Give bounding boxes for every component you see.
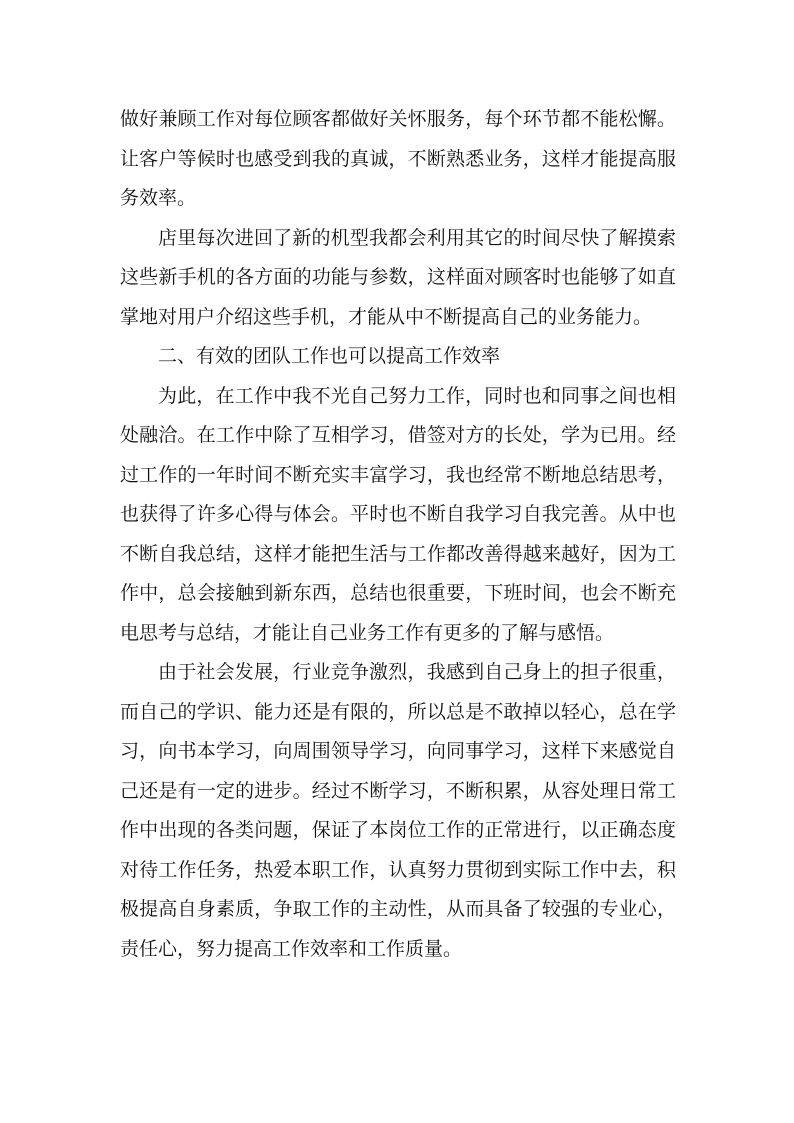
paragraph-new-models: 店里每次进回了新的机型我都会利用其它的时间尽快了解摸索这些新手机的各方面的功能与参数，这样面对顾客时也能够了如直掌地对用户介绍这些手机，才能从中不断提高自己的业务能力。 (120, 226, 676, 328)
paragraph-teamwork: 为此，在工作中我不光自己努力工作，同时也和同事之间也相处融洽。在工作中除了互相学习，借签对方的长处，学为已用。经过工作的一年时间不断充实丰富学习，我也经常不断地总结思考，也获得了许多心得与体会。平时也不断自我学习自我完善。从中也不断自我总结，这样才能把生活与工作都改善得越来越好，因为工作中，总会接触到新东西，总结也很重要，下班时间，也会不断充电思考与总结，才能让自己业务工作有更多的了解与感悟。 (120, 384, 676, 644)
section-heading: 二、有效的团队工作也可以提高工作效率 (158, 345, 501, 367)
document-body (120, 100, 676, 969)
paragraph-learning: 由于社会发展，行业竞争激烈，我感到自己身上的担子很重，而自己的学识、能力还是有限的，所以总是不敢掉以轻心，总在学习，向书本学习，向周围领导学习，向同事学习，这样下来感觉自己还是有一定的进步。经过不断学习，不断积累，从容处理日常工作中出现的各类问题，保证了本岗位工作的正常进行，以正确态度对待工作任务，热爱本职工作，认真努力贯彻到实际工作中去，积极提高自身素质，争取工作的主动性，从而具备了较强的专业心，责任心，努力提高工作效率和工作质量。 (120, 661, 676, 960)
paragraph-continued: 做好兼顾工作对每位顾客都做好关怀服务，每个环节都不能松懈。让客户等候时也感受到我的真诚，不断熟悉业务，这样才能提高服务效率。 (120, 108, 676, 209)
